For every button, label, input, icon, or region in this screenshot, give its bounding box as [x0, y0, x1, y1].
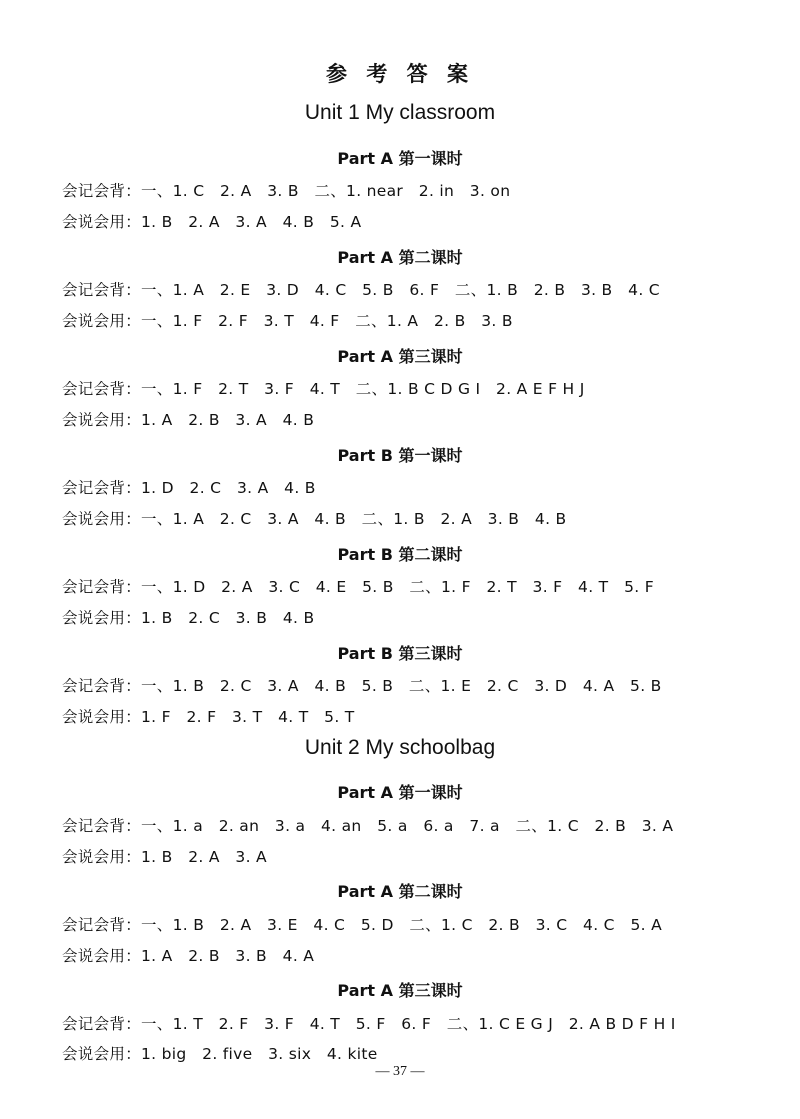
page-number: — 37 — — [375, 1064, 425, 1079]
answer-line: 会说会用：1. big 2. five 3. six 4. kite — [62, 1045, 378, 1063]
page-title: 参 考 答 案 — [326, 62, 474, 86]
answer-line: 会记会背：一、1. F 2. T 3. F 4. T 二、1. B C D G I 2. A E F H J — [62, 380, 585, 398]
answer-line: 会记会背：一、1. B 2. C 3. A 4. B 5. B 二、1. E 2. C 3. D 4. A 5. B — [62, 677, 662, 695]
answer-line: 会说会用：1. B 2. A 3. A 4. B 5. A — [62, 213, 362, 231]
answer-line: 会说会用：一、1. A 2. C 3. A 4. B 二、1. B 2. A 3. B 4. B — [62, 510, 567, 528]
unit-heading: Unit 2 My schoolbag — [304, 736, 496, 759]
answer-line: 会说会用：1. B 2. C 3. B 4. B — [62, 609, 315, 627]
part-heading: Part B 第三课时 — [337, 644, 463, 663]
answer-line: 会记会背：一、1. A 2. E 3. D 4. C 5. B 6. F 二、1. B 2. B 3. B 4. C — [62, 281, 660, 299]
answer-line: 会说会用：1. A 2. B 3. A 4. B — [62, 411, 315, 429]
answer-line: 会记会背：1. D 2. C 3. A 4. B — [62, 479, 316, 497]
answer-line: 会说会用：1. A 2. B 3. B 4. A — [62, 947, 315, 965]
answer-line: 会记会背：一、1. T 2. F 3. F 4. T 5. F 6. F 二、1. C E G J 2. A B D F H I — [62, 1015, 676, 1033]
answer-line: 会说会用：一、1. F 2. F 3. T 4. F 二、1. A 2. B 3. B — [62, 312, 513, 330]
part-heading: Part A 第一课时 — [337, 783, 463, 802]
part-heading: Part A 第一课时 — [337, 149, 463, 168]
part-heading: Part A 第三课时 — [337, 347, 463, 366]
answer-line: 会记会背：一、1. a 2. an 3. a 4. an 5. a 6. a 7. a 二、1. C 2. B 3. A — [62, 817, 674, 835]
part-heading: Part A 第三课时 — [337, 981, 463, 1000]
part-heading: Part B 第一课时 — [337, 446, 463, 465]
answer-line: 会记会背：一、1. D 2. A 3. C 4. E 5. B 二、1. F 2. T 3. F 4. T 5. F — [62, 578, 654, 596]
answer-line: 会记会背：一、1. B 2. A 3. E 4. C 5. D 二、1. C 2. B 3. C 4. C 5. A — [62, 916, 662, 934]
part-heading: Part B 第二课时 — [337, 545, 463, 564]
part-heading: Part A 第二课时 — [337, 248, 463, 267]
unit-heading: Unit 1 My classroom — [304, 101, 496, 124]
answer-line: 会说会用：1. B 2. A 3. A — [62, 848, 267, 866]
part-heading: Part A 第二课时 — [337, 882, 463, 901]
answer-line: 会说会用：1. F 2. F 3. T 4. T 5. T — [62, 708, 355, 726]
answer-line: 会记会背：一、1. C 2. A 3. B 二、1. near 2. in 3. on — [62, 182, 511, 200]
